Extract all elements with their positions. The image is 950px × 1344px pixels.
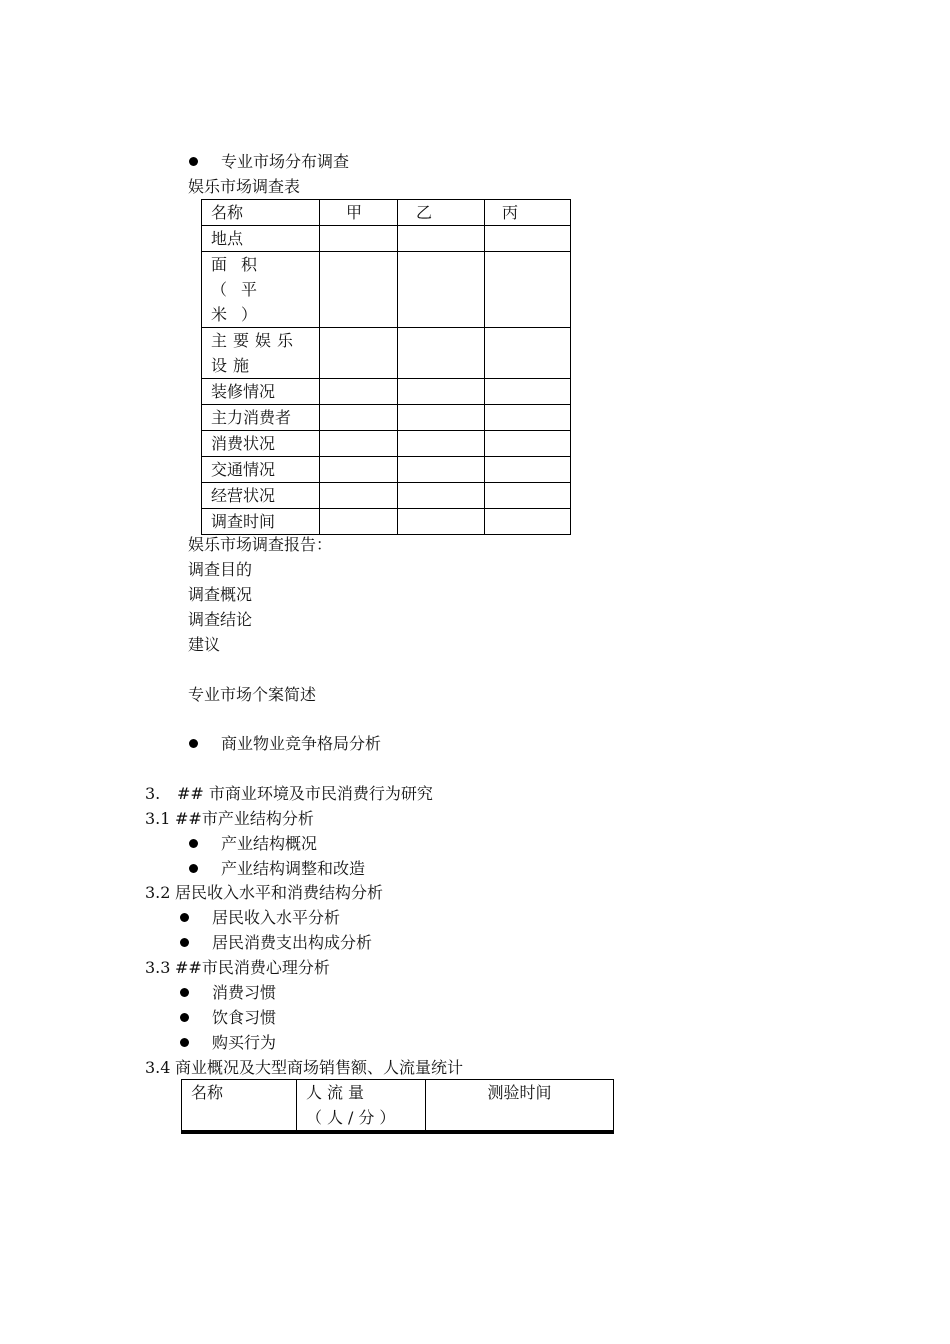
row-label: 交通情况 [202, 457, 320, 483]
report-item: 调查概况 [188, 585, 253, 604]
bullet-item: 产业结构概况 [221, 834, 318, 853]
table1-title: 娱乐市场调查表 [188, 177, 301, 196]
table-row [202, 509, 571, 535]
report-item: 调查结论 [188, 610, 253, 629]
subsection-number: 3.4 [145, 1058, 171, 1077]
bullet-competition: 商业物业竞争格局分析 [221, 734, 382, 753]
table-row [202, 431, 571, 457]
row-label: 面积（平米） [202, 252, 320, 328]
bullet-item: 产业结构调整和改造 [221, 859, 366, 878]
bullet-item: 居民消费支出构成分析 [212, 933, 373, 952]
header-cell: 测验时间 [426, 1080, 614, 1131]
table-row [202, 379, 571, 405]
header-cell: 名称 [202, 200, 320, 226]
report-item: 建议 [188, 635, 221, 654]
table-row [182, 1080, 614, 1131]
header-cell: 人流量（人/分） [297, 1080, 426, 1131]
subsection-number: 3.1 [145, 809, 171, 828]
bullet-item: 购买行为 [212, 1033, 277, 1052]
traffic-stats-table [181, 1079, 614, 1134]
header-cell: 乙 [398, 200, 485, 226]
section-title: ## 市商业环境及市民消费行为研究 [177, 784, 433, 803]
bullet-icon [189, 157, 198, 166]
table-row [202, 483, 571, 509]
bullet-icon [180, 1013, 189, 1022]
table-row [202, 226, 571, 252]
subsection-title: 商业概况及大型商场销售额、人流量统计 [175, 1058, 464, 1077]
case-summary: 专业市场个案简述 [188, 685, 317, 704]
bullet-icon [180, 938, 189, 947]
bullet-icon [189, 839, 198, 848]
section-number: 3. [145, 784, 161, 803]
table-row [202, 252, 571, 328]
row-label: 主力消费者 [202, 405, 320, 431]
subsection-title: ##市民消费心理分析 [175, 958, 330, 977]
table-row [202, 200, 571, 226]
subsection-number: 3.2 [145, 883, 171, 902]
bullet-icon [189, 864, 198, 873]
table-row [202, 457, 571, 483]
table-row [182, 1133, 614, 1134]
row-label: 消费状况 [202, 431, 320, 457]
row-label: 调查时间 [202, 509, 320, 535]
row-label: 装修情况 [202, 379, 320, 405]
report-title: 娱乐市场调查报告： [188, 535, 333, 554]
header-cell: 丙 [485, 200, 571, 226]
header-cell: 名称 [182, 1080, 297, 1131]
bullet-item: 饮食习惯 [212, 1008, 277, 1027]
bullet-icon [180, 1038, 189, 1047]
report-item: 调查目的 [188, 560, 253, 579]
subsection-title: ##市产业结构分析 [175, 809, 314, 828]
row-label: 经营状况 [202, 483, 320, 509]
row-label: 地点 [202, 226, 320, 252]
bullet-icon [180, 988, 189, 997]
subsection-title: 居民收入水平和消费结构分析 [175, 883, 384, 902]
bullet-icon [180, 913, 189, 922]
bullet-special-market: 专业市场分布调查 [221, 152, 350, 171]
bullet-item: 居民收入水平分析 [212, 908, 341, 927]
row-label: 主要娱乐设施 [202, 328, 320, 379]
entertainment-survey-table [201, 199, 571, 535]
bullet-icon [189, 739, 198, 748]
subsection-number: 3.3 [145, 958, 171, 977]
table-row [202, 405, 571, 431]
header-cell: 甲 [320, 200, 398, 226]
table-row [202, 328, 571, 379]
bullet-item: 消费习惯 [212, 983, 277, 1002]
